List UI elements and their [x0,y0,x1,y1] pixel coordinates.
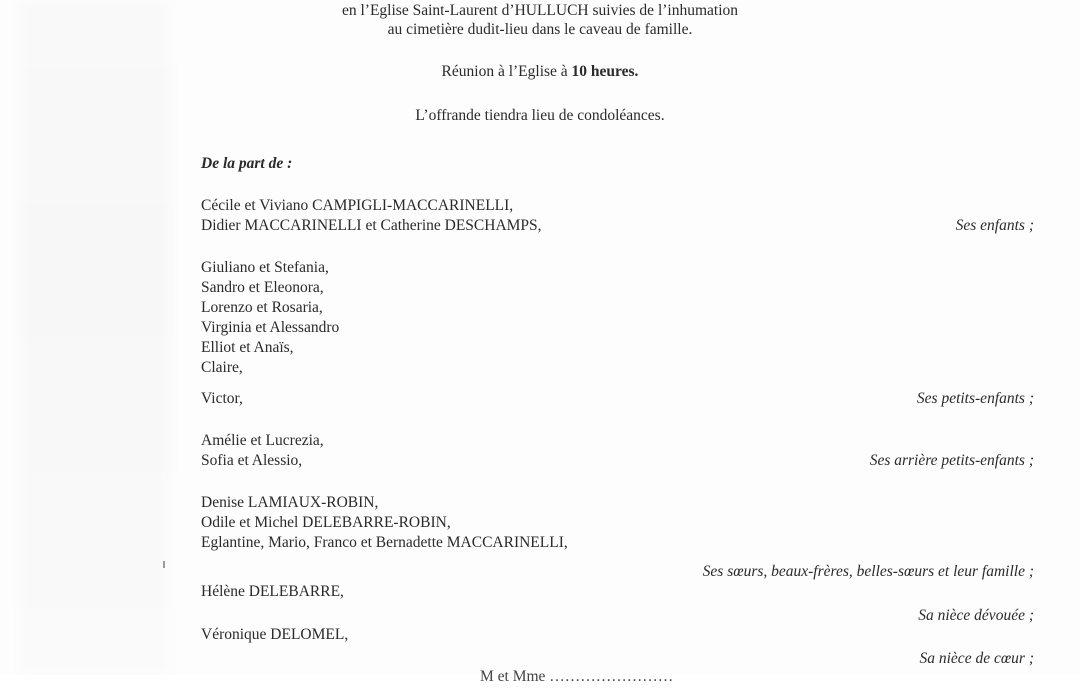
family-name-line: Giuliano et Stefania, [201,259,329,276]
relation-label: Ses petits-enfants ; [916,390,1034,407]
relation-label: Ses arrière petits-enfants ; [869,452,1034,469]
meeting-line [0,63,1080,81]
family-name-line: Sandro et Eleonora, [201,279,324,296]
family-name-line: Elliot et Anaïs, [201,339,294,356]
relation-label: Sa nièce de cœur ; [919,650,1034,667]
family-name-line: Cécile et Viviano CAMPIGLI-MACCARINELLI, [201,197,514,214]
family-name-line: Lorenzo et Rosaria, [201,299,323,316]
burial-line: au cimetière dudit-lieu dans le caveau de famille. [387,21,693,38]
relation-label: Ses sœurs, beaux-frères, belles-sœurs et leur famille ; [702,563,1034,580]
family-name-line: Sofia et Alessio, [201,452,303,469]
from-heading: De la part de : [201,155,293,172]
ceremony-location-line: en l’Eglise Saint-Laurent d’HULLUCH suivies de l’inhumation [341,2,739,19]
family-name-line: Amélie et Lucrezia, [201,432,324,449]
family-name-line: Claire, [201,359,243,376]
family-name-line: Eglantine, Mario, Franco et Bernadette MACCARINELLI, [201,534,568,551]
family-name-line: Hélène DELEBARRE, [201,583,344,600]
relation-label: Sa nièce dévouée ; [918,607,1034,624]
family-name-line: Denise LAMIAUX-ROBIN, [201,494,379,511]
offering-line: L’offrande tiendra lieu de condoléances. [415,107,665,124]
relation-label: Ses enfants ; [955,217,1034,234]
meeting-time: 10 heures. [571,63,639,80]
family-name-line: Odile et Michel DELEBARRE-ROBIN, [201,514,451,531]
family-name-line: Victor, [201,390,243,407]
cutoff-text: M et Mme …………………… [480,668,674,685]
meeting-prefix: Réunion à l’Eglise à [441,63,572,80]
family-name-line: Virginia et Alessandro [201,319,340,336]
family-name-line: Véronique DELOMEL, [201,626,349,643]
bleed-through-shadow [20,0,170,675]
family-name-line: Didier MACCARINELLI et Catherine DESCHAMPS, [201,217,542,234]
scan-speck [163,561,165,568]
cutoff-bottom-line [480,668,740,685]
